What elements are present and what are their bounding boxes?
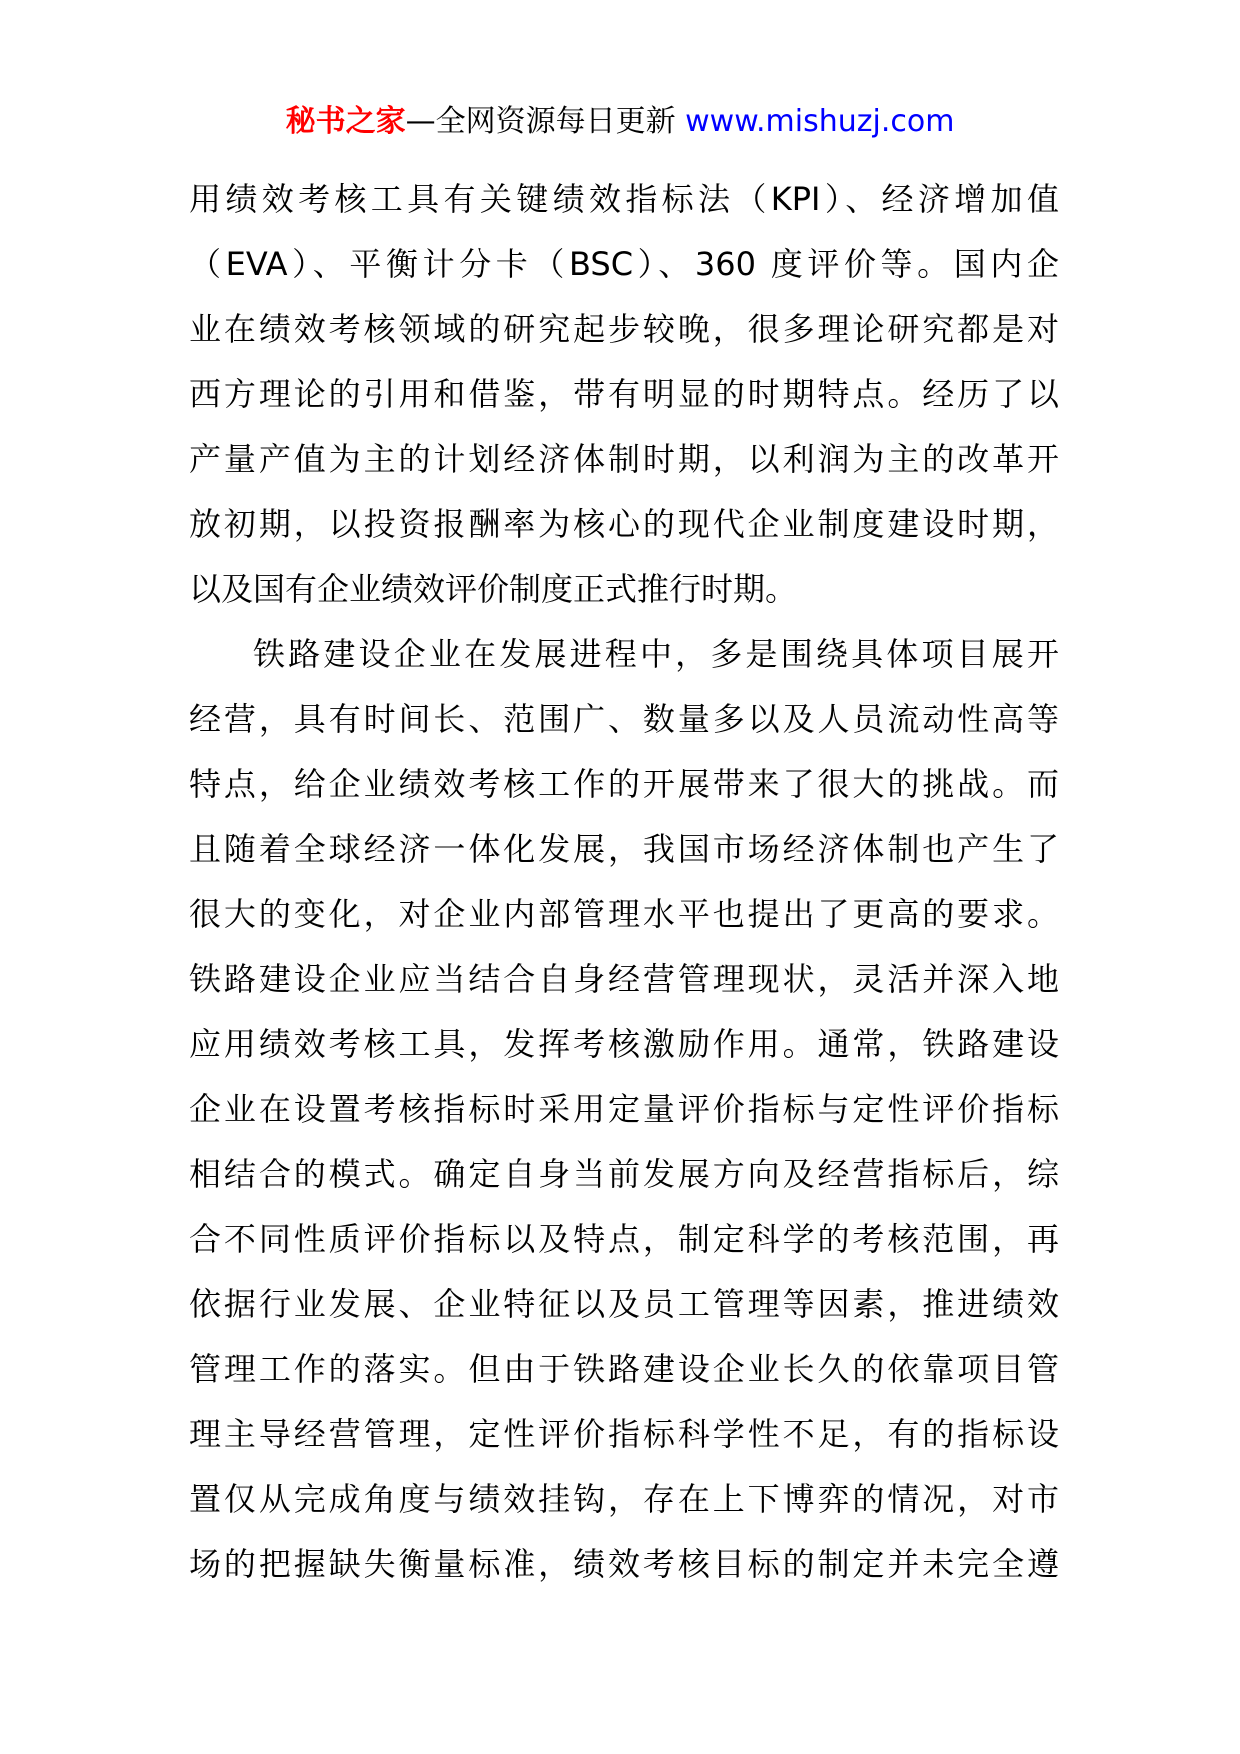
text-line: 用绩效考核工具有关键绩效指标法（KPI）、经济增加值 bbox=[189, 180, 1059, 218]
text-line: 铁路建设企业在发展进程中，多是围绕具体项目展开 bbox=[253, 635, 1059, 673]
text-line: 理主导经营管理，定性评价指标科学性不足，有的指标设 bbox=[189, 1415, 1059, 1453]
text-line: 管理工作的落实。但由于铁路建设企业长久的依靠项目管 bbox=[189, 1350, 1059, 1388]
text-line: （EVA）、平衡计分卡（BSC）、360 度评价等。国内企 bbox=[189, 245, 1059, 283]
document-body bbox=[189, 167, 1059, 1597]
text-line: 置仅从完成角度与绩效挂钩，存在上下博弈的情况，对市 bbox=[189, 1480, 1059, 1518]
text-line: 依据行业发展、企业特征以及员工管理等因素，推进绩效 bbox=[189, 1285, 1059, 1323]
text-line: 以及国有企业绩效评价制度正式推行时期。 bbox=[189, 570, 798, 608]
text-line: 场的把握缺失衡量标准，绩效考核目标的制定并未完全遵 bbox=[189, 1545, 1059, 1583]
header-tagline: —全网资源每日更新 bbox=[405, 104, 686, 139]
text-line: 应用绩效考核工具，发挥考核激励作用。通常，铁路建设 bbox=[189, 1025, 1059, 1063]
text-line: 放初期，以投资报酬率为核心的现代企业制度建设时期， bbox=[189, 505, 1059, 543]
text-line: 且随着全球经济一体化发展，我国市场经济体制也产生了 bbox=[189, 830, 1059, 868]
text-line: 业在绩效考核领域的研究起步较晚，很多理论研究都是对 bbox=[189, 310, 1059, 348]
text-line: 很大的变化，对企业内部管理水平也提出了更高的要求。 bbox=[189, 895, 1059, 933]
text-line: 企业在设置考核指标时采用定量评价指标与定性评价指标 bbox=[189, 1090, 1059, 1128]
text-line: 产量产值为主的计划经济体制时期，以利润为主的改革开 bbox=[189, 440, 1059, 478]
paragraph-2 bbox=[189, 622, 1059, 1597]
site-url-link[interactable]: www.mishuzj.com bbox=[685, 104, 955, 139]
text-line: 合不同性质评价指标以及特点，制定科学的考核范围，再 bbox=[189, 1220, 1059, 1258]
text-line: 铁路建设企业应当结合自身经营管理现状，灵活并深入地 bbox=[189, 960, 1059, 998]
text-line: 经营，具有时间长、范围广、数量多以及人员流动性高等 bbox=[189, 700, 1059, 738]
paragraph-1 bbox=[189, 167, 1059, 622]
text-line: 西方理论的引用和借鉴，带有明显的时期特点。经历了以 bbox=[189, 375, 1059, 413]
text-line: 特点，给企业绩效考核工作的开展带来了很大的挑战。而 bbox=[189, 765, 1059, 803]
site-header bbox=[0, 100, 1240, 144]
brand-name: 秘书之家 bbox=[285, 104, 406, 139]
text-line: 相结合的模式。确定自身当前发展方向及经营指标后，综 bbox=[189, 1155, 1059, 1193]
